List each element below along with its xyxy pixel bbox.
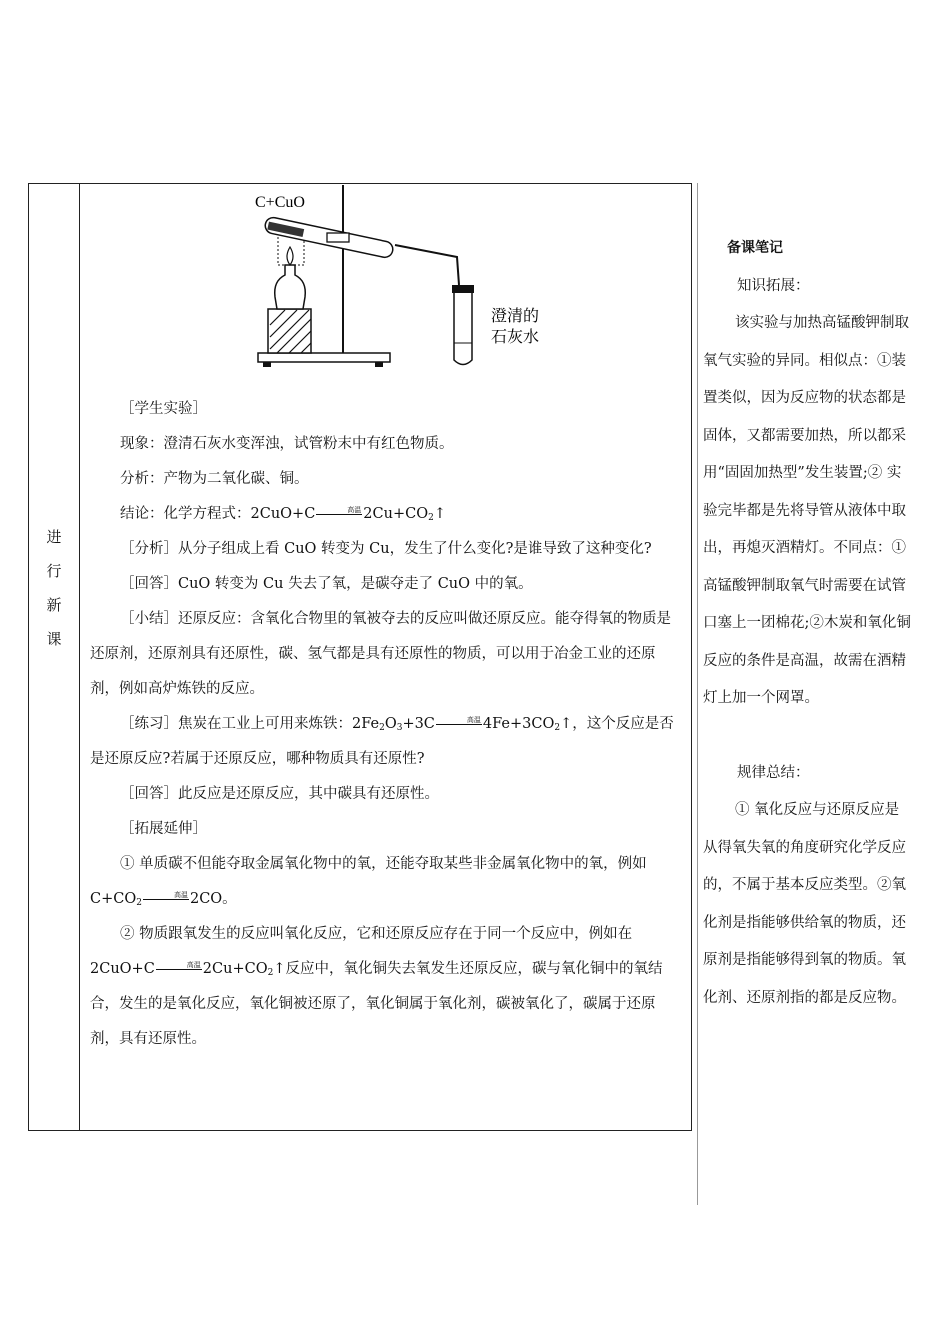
label-limewater-line1: 澄清的 [491, 306, 540, 325]
section-label-char: 课 [46, 630, 62, 648]
extension-part: ↑反应中，氧化铜失去氧发生还原反应，碳与氧化铜中的氧结合，发生的是氧化反应，氧化铜被还原了，氧化铜属于氧化剂，碳被氧化了，碳属于还原剂，具有还原性。 [90, 961, 663, 1047]
analysis-question: ［分析］从分子组成上看 CuO 转变为 Cu，发生了什么变化?是谁导致了这种变化? [120, 541, 652, 557]
extension-part: ① 单质碳不但能夺取金属氧化物中的氧，还能夺取某些非金属氧化物中的氧，例如 C+CO [90, 856, 647, 907]
subscript: 2 [136, 898, 142, 908]
stand-foot [263, 362, 271, 367]
exercise-part: ↑，这个反应是否是还原反应?若属于还原反应，哪种物质具有还原性? [90, 716, 674, 767]
reaction-condition: 高温 [436, 716, 482, 725]
subscript: 2 [379, 723, 385, 733]
exercise-part: +3C [402, 716, 435, 732]
knowledge-extension-label: 知识拓展： [737, 277, 810, 294]
extension-part: 2Cu+CO [202, 961, 268, 977]
extension-part: 2CO。 [189, 891, 237, 907]
subscript: 3 [396, 723, 403, 733]
extension-heading: ［拓展延伸］ [120, 821, 207, 837]
notes-title: 备课笔记 [727, 240, 783, 256]
section-label [30, 520, 78, 656]
answer-text: ［回答］此反应是还原反应，其中碳具有还原性。 [120, 786, 439, 802]
stand-foot [375, 362, 383, 367]
exercise-part: O [384, 716, 397, 732]
gas-arrow: ↑ [433, 506, 446, 522]
rule-summary-label: 规律总结： [737, 764, 810, 781]
subscript: 2 [554, 723, 561, 733]
knowledge-extension-text: 该实验与加热高锰酸钾制取氧气实验的异同。相似点：①装置类似，因为反应物的状态都是固体，又都需要加热，所以都采用“固固加热型”发生装置;② 实验完毕都是先将导管从液体中取出，再熄灭酒精灯。不同点：①高锰酸钾制取氧气时需要在试管口塞上一团棉花;②木炭和氧化铜反应的条件是高温，故需在酒精灯上加一个网罩。 [703, 315, 911, 706]
lesson-notes [703, 230, 913, 1017]
phenomenon-text: 现象：澄清石灰水变浑浊，试管粉末中有红色物质。 [120, 436, 454, 452]
extension-part: ② 物质跟氧发生的反应叫氧化反应，它和还原反应存在于同一个反应中，例如在 2CuO+C [90, 926, 633, 977]
label-limewater-line2: 石灰水 [491, 327, 540, 346]
extension-point-2 [90, 917, 682, 1057]
analysis-text: 分析：产物为二氧化碳、铜。 [120, 471, 309, 487]
column-divider [79, 183, 80, 1131]
exercise-part: 4Fe+3CO [482, 716, 555, 732]
lamp-block [268, 309, 311, 353]
conclusion-equation [90, 497, 682, 532]
lesson-content [90, 392, 682, 1057]
reaction-condition: 高温 [156, 961, 202, 970]
summary-text: ［小结］还原反应：含氧化合物里的氧被夺去的反应叫做还原反应。能夺得氧的物质是还原剂，还原剂具有还原性，碳、氢气都是具有还原性的物质，可以用于冶金工业的还原剂，例如高炉炼铁的反应。 [90, 611, 671, 697]
answer-text: ［回答］CuO 转变为 Cu 失去了氧，是碳夺走了 CuO 中的氧。 [120, 576, 533, 592]
exercise-text [90, 707, 682, 777]
notes-margin-line [697, 183, 698, 1205]
exercise-part: ［练习］焦炭在工业上可用来炼铁：2Fe [120, 716, 380, 732]
stand-base [258, 353, 390, 362]
delivery-tube [395, 245, 459, 285]
receiving-tube-stopper [452, 285, 474, 293]
equation-part: 2Cu+CO [363, 506, 429, 522]
lamp-flame [287, 247, 293, 265]
section-label-char: 新 [46, 596, 62, 614]
section-label-char: 行 [46, 562, 62, 580]
label-reactants: C+CuO [255, 194, 305, 211]
reaction-condition: 高温 [316, 506, 362, 515]
equation-part: 结论：化学方程式：2CuO+C [120, 506, 316, 522]
subscript: 2 [267, 968, 274, 978]
clamp [327, 233, 349, 242]
rule-summary-text: ① 氧化反应与还原反应是从得氧失氧的角度研究化学反应的，不属于基本反应类型。②氧化剂是指能够供给氧的物质，还原剂是指能够得到氧的物质。氧化剂、还原剂指的都是反应物。 [703, 802, 906, 1006]
spacer [703, 718, 913, 755]
experiment-apparatus-diagram [245, 185, 565, 373]
reaction-condition: 高温 [143, 891, 189, 900]
section-label-char: 进 [46, 528, 62, 546]
extension-point-1 [90, 847, 682, 917]
student-experiment-heading: ［学生实验］ [120, 401, 207, 417]
alcohol-lamp [275, 265, 306, 309]
subscript: 2 [428, 513, 434, 523]
receiving-tube [454, 293, 472, 365]
